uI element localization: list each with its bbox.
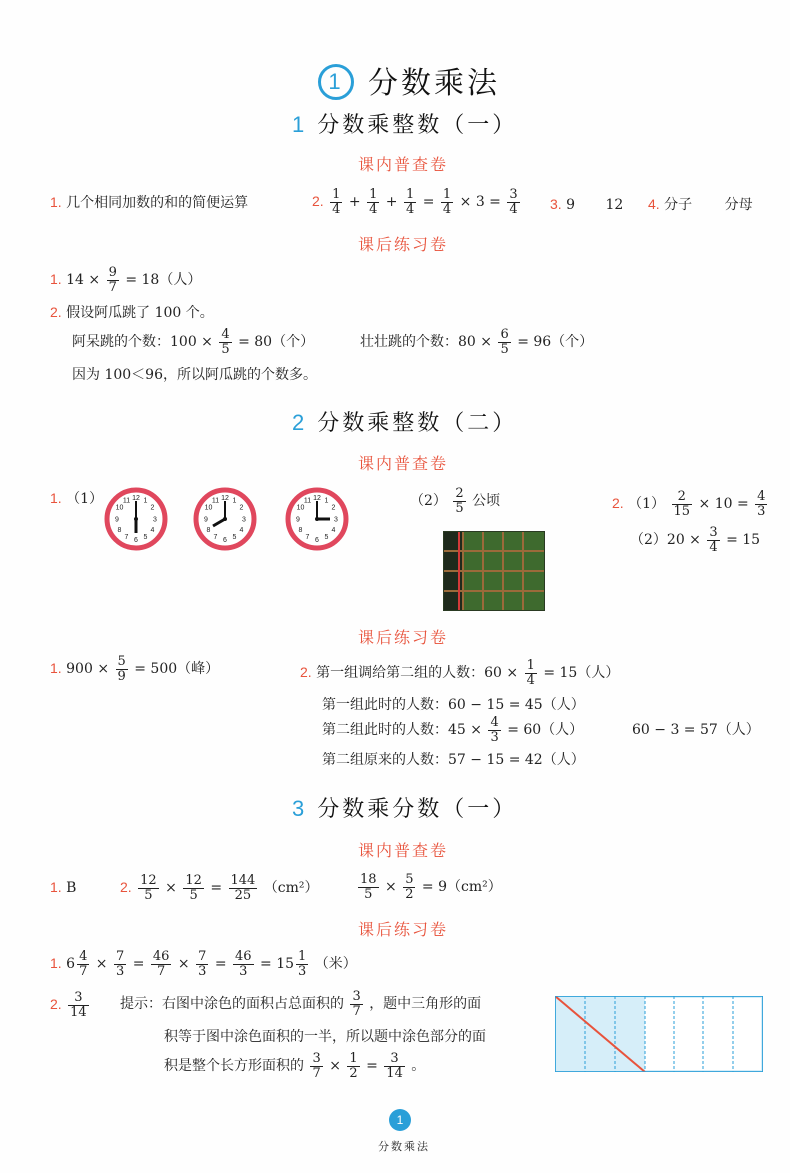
whole-number: 15 [276, 956, 295, 972]
clock-6-oclock [104, 487, 168, 551]
expr: （2）20 × [630, 532, 701, 548]
s1-q2 [312, 184, 522, 219]
operator: = [132, 956, 145, 972]
svg-text:12: 12 [132, 495, 140, 502]
svg-text:9: 9 [115, 516, 119, 524]
svg-text:1: 1 [232, 497, 237, 505]
fraction: $\frac{3}{14}$ [70, 989, 87, 1020]
s2-a2-line1 [300, 655, 619, 690]
fraction: $\frac{46}{3}$ [235, 948, 252, 979]
svg-text:10: 10 [115, 504, 124, 512]
part-label: （1） [628, 496, 666, 512]
s2-a2-line3 [322, 713, 583, 747]
section-number: 1 [292, 112, 308, 137]
answer-value: 分母 [724, 197, 753, 213]
hint-text: ，题中三角形的面 [369, 996, 482, 1012]
s1-a1 [50, 262, 201, 297]
expr: 第二组此时的人数：45 × [322, 722, 482, 738]
s1-a2-line1 [50, 302, 214, 323]
svg-text:8: 8 [298, 527, 303, 534]
answer-value: 12 [605, 197, 624, 213]
fraction: $\frac{46}{7}$ [152, 948, 170, 979]
svg-text:5: 5 [324, 534, 329, 541]
operator: × [329, 1058, 341, 1074]
section-title-text: 分数乘整数（二） [317, 411, 518, 436]
whole-number: 6 [66, 956, 76, 972]
s3-a1 [50, 946, 357, 981]
fraction: $\frac{2}{15}$ [673, 488, 691, 519]
s1-a2-line3 [360, 325, 593, 359]
s3-q1 [50, 877, 76, 898]
answer-text: 假设阿瓜跳了 100 个。 [66, 305, 214, 321]
part-label: （2） [410, 493, 447, 509]
expr: 阿呆跳的个数：100 × [72, 334, 213, 350]
q-number: 1. [50, 271, 62, 287]
svg-text:8: 8 [206, 527, 211, 534]
answer-value: 9 [566, 197, 576, 213]
fraction: $\frac{1}{4}$ [526, 657, 535, 688]
s2-q2-part2 [630, 523, 760, 557]
page-number-badge: 1 [389, 1109, 411, 1131]
section-title-text: 分数乘分数（一） [317, 797, 518, 822]
fraction: $\frac{9}{7}$ [108, 264, 117, 295]
unit: 公顷 [472, 493, 501, 509]
svg-text:6: 6 [315, 537, 319, 544]
s1-q4 [648, 194, 753, 215]
q-number: 1. [50, 879, 62, 895]
fraction: $\frac{6}{5}$ [500, 326, 509, 357]
answer-value: 分子 [664, 197, 693, 213]
q-number: 2. [50, 996, 62, 1012]
operator: + [348, 194, 361, 210]
s3-a2-hint-line2: 积等于图中涂色面积的一半，所以题中涂色部分的面 [164, 1029, 486, 1045]
expr: 900 × [66, 661, 110, 677]
clock-3-oclock [285, 487, 349, 551]
operator: = [210, 880, 223, 896]
expr: = 96（个） [517, 334, 594, 350]
operator: × 3 = [459, 194, 501, 210]
chapter-title-text: 分数乘法 [368, 66, 500, 101]
s1-q3 [550, 194, 623, 215]
s2-q2-part1 [612, 486, 769, 521]
fraction: $\frac{3}{4}$ [509, 186, 518, 217]
clock-8-oclock [193, 487, 257, 551]
subtitle-in-class: 课内普查卷 [358, 454, 449, 473]
fraction: $\frac{7}{3}$ [198, 948, 207, 979]
expr: = 80（个） [238, 334, 315, 350]
svg-text:6: 6 [223, 537, 227, 544]
q-number: 1. [50, 490, 62, 506]
hint-text: 积是整个长方形面积的 [164, 1058, 304, 1074]
expr: × 10 = [698, 496, 749, 512]
fraction: $\frac{1}{3}$ [298, 948, 307, 979]
operator: = [260, 956, 272, 972]
operator: = [214, 956, 227, 972]
fraction: $\frac{144}{25}$ [230, 872, 256, 903]
svg-text:7: 7 [305, 534, 310, 541]
svg-text:4: 4 [331, 527, 336, 534]
fraction: $\frac{5}{9}$ [117, 653, 126, 684]
svg-text:9: 9 [296, 516, 300, 524]
fraction: $\frac{2}{5}$ [455, 485, 464, 516]
svg-text:2: 2 [150, 504, 155, 512]
subtitle-in-class: 课内普查卷 [358, 841, 449, 860]
operator: × [165, 880, 177, 896]
fraction: $\frac{4}{3}$ [757, 488, 766, 519]
operator: = [422, 194, 435, 210]
expr: 14 × [66, 272, 101, 288]
svg-text:5: 5 [232, 534, 237, 541]
fraction: $\frac{5}{2}$ [405, 871, 414, 902]
svg-text:7: 7 [124, 534, 129, 541]
section-3-title [292, 792, 517, 823]
operator: = [366, 1058, 378, 1074]
svg-text:6: 6 [134, 537, 138, 544]
fraction: $\frac{3}{4}$ [709, 524, 718, 555]
svg-text:4: 4 [150, 527, 155, 534]
s3-a2-hint-line3 [164, 1049, 425, 1083]
fraction: $\frac{1}{2}$ [349, 1050, 358, 1081]
q-number: 1. [50, 955, 62, 971]
svg-text:11: 11 [122, 497, 131, 505]
fraction: $\frac{3}{7}$ [352, 988, 361, 1019]
q-number: 2. [120, 879, 132, 895]
s2-q1-part2 [410, 484, 500, 518]
fraction: $\frac{1}{4}$ [405, 186, 415, 217]
operator: × [95, 956, 108, 972]
fraction: $\frac{7}{3}$ [115, 948, 125, 979]
s3-a2-hint-line1 [120, 987, 481, 1021]
svg-text:3: 3 [334, 516, 338, 524]
s3-q2 [120, 870, 319, 905]
svg-text:2: 2 [239, 504, 244, 512]
footer-caption: 分数乘法 [378, 1140, 430, 1153]
q-number: 1. [50, 194, 62, 210]
q-number: 1. [50, 660, 62, 676]
s1-q1 [50, 192, 248, 213]
q-number: 4. [648, 196, 660, 212]
svg-text:1: 1 [324, 497, 329, 505]
fraction: $\frac{4}{7}$ [79, 948, 88, 979]
expr: = 9（cm²） [421, 879, 502, 895]
part-label: （1） [66, 491, 104, 507]
svg-text:11: 11 [303, 497, 312, 505]
chapter-title [318, 58, 500, 102]
s2-a2-line3-extra: 60 − 3 = 57（人） [632, 722, 760, 738]
operator: + [385, 194, 398, 210]
svg-text:11: 11 [211, 497, 220, 505]
svg-text:10: 10 [296, 504, 305, 512]
s2-q1-label [50, 488, 103, 509]
subtitle-after-class: 课后练习卷 [358, 920, 449, 939]
s2-a2-line4: 第二组原来的人数：57 − 15 = 42（人） [322, 752, 585, 768]
q-number: 3. [550, 196, 562, 212]
expr: = 18（人） [125, 272, 202, 288]
q-number: 2. [612, 495, 624, 511]
section-title-text: 分数乘整数（一） [317, 113, 518, 138]
s3-q2b [356, 870, 502, 904]
svg-text:2: 2 [331, 504, 336, 512]
chapter-number: 1 [318, 64, 354, 100]
s1-a2-line2 [72, 325, 314, 359]
fraction: $\frac{1}{4}$ [369, 186, 378, 217]
svg-text:3: 3 [242, 516, 246, 524]
svg-text:10: 10 [204, 504, 213, 512]
fraction: $\frac{3}{7}$ [312, 1050, 321, 1081]
svg-text:7: 7 [213, 534, 218, 541]
answer-text: 几个相同加数的和的简便运算 [66, 195, 249, 211]
svg-text:4: 4 [239, 527, 244, 534]
expr: = 60（人） [507, 722, 584, 738]
svg-text:1: 1 [143, 497, 148, 505]
fraction: $\frac{3}{14}$ [386, 1050, 403, 1081]
fraction: $\frac{4}{5}$ [221, 326, 230, 357]
field-grid-picture [443, 531, 545, 611]
s3-a2-answer [50, 987, 91, 1022]
fraction: $\frac{18}{5}$ [360, 871, 377, 902]
expr: = 15 [726, 532, 761, 548]
section-2-title [292, 406, 517, 437]
svg-text:5: 5 [143, 534, 148, 541]
fraction: $\frac{12}{5}$ [185, 872, 202, 903]
q-number: 2. [300, 664, 312, 680]
fraction: $\frac{1}{4}$ [332, 186, 341, 217]
subtitle-in-class: 课内普查卷 [358, 155, 449, 174]
expr: 壮壮跳的个数：80 × [360, 334, 492, 350]
unit: （cm²） [263, 880, 319, 896]
expr: = 15（人） [543, 665, 620, 681]
s2-a2-line2: 第一组此时的人数：60 − 15 = 45（人） [322, 697, 585, 713]
expr: = 500（峰） [134, 661, 220, 677]
unit: （米） [314, 956, 357, 972]
svg-text:12: 12 [313, 495, 321, 502]
s1-a2-line4: 因为 100＜96，所以阿瓜跳的个数多。 [72, 367, 317, 383]
svg-text:9: 9 [204, 516, 208, 524]
s2-a1 [50, 651, 219, 686]
answer-value: B [66, 880, 77, 896]
subtitle-after-class: 课后练习卷 [358, 235, 449, 254]
section-number: 2 [292, 410, 308, 435]
expr: 第一组调给第二组的人数：60 × [316, 665, 519, 681]
section-number: 3 [292, 796, 308, 821]
rectangle-diagram [555, 996, 763, 1072]
fraction: $\frac{4}{3}$ [490, 714, 499, 745]
hint-text: 提示：右图中涂色的面积占总面积的 [120, 996, 344, 1012]
fraction: $\frac{1}{4}$ [442, 186, 452, 217]
section-1-title [292, 108, 517, 139]
operator: × [385, 879, 397, 895]
svg-text:8: 8 [117, 527, 122, 534]
operator: × [177, 956, 190, 972]
q-number: 2. [312, 193, 324, 209]
fraction: $\frac{12}{5}$ [140, 872, 157, 903]
svg-text:12: 12 [221, 495, 229, 502]
hint-text: 。 [411, 1058, 426, 1074]
q-number: 2. [50, 304, 62, 320]
subtitle-after-class: 课后练习卷 [358, 628, 449, 647]
svg-text:3: 3 [153, 516, 157, 524]
